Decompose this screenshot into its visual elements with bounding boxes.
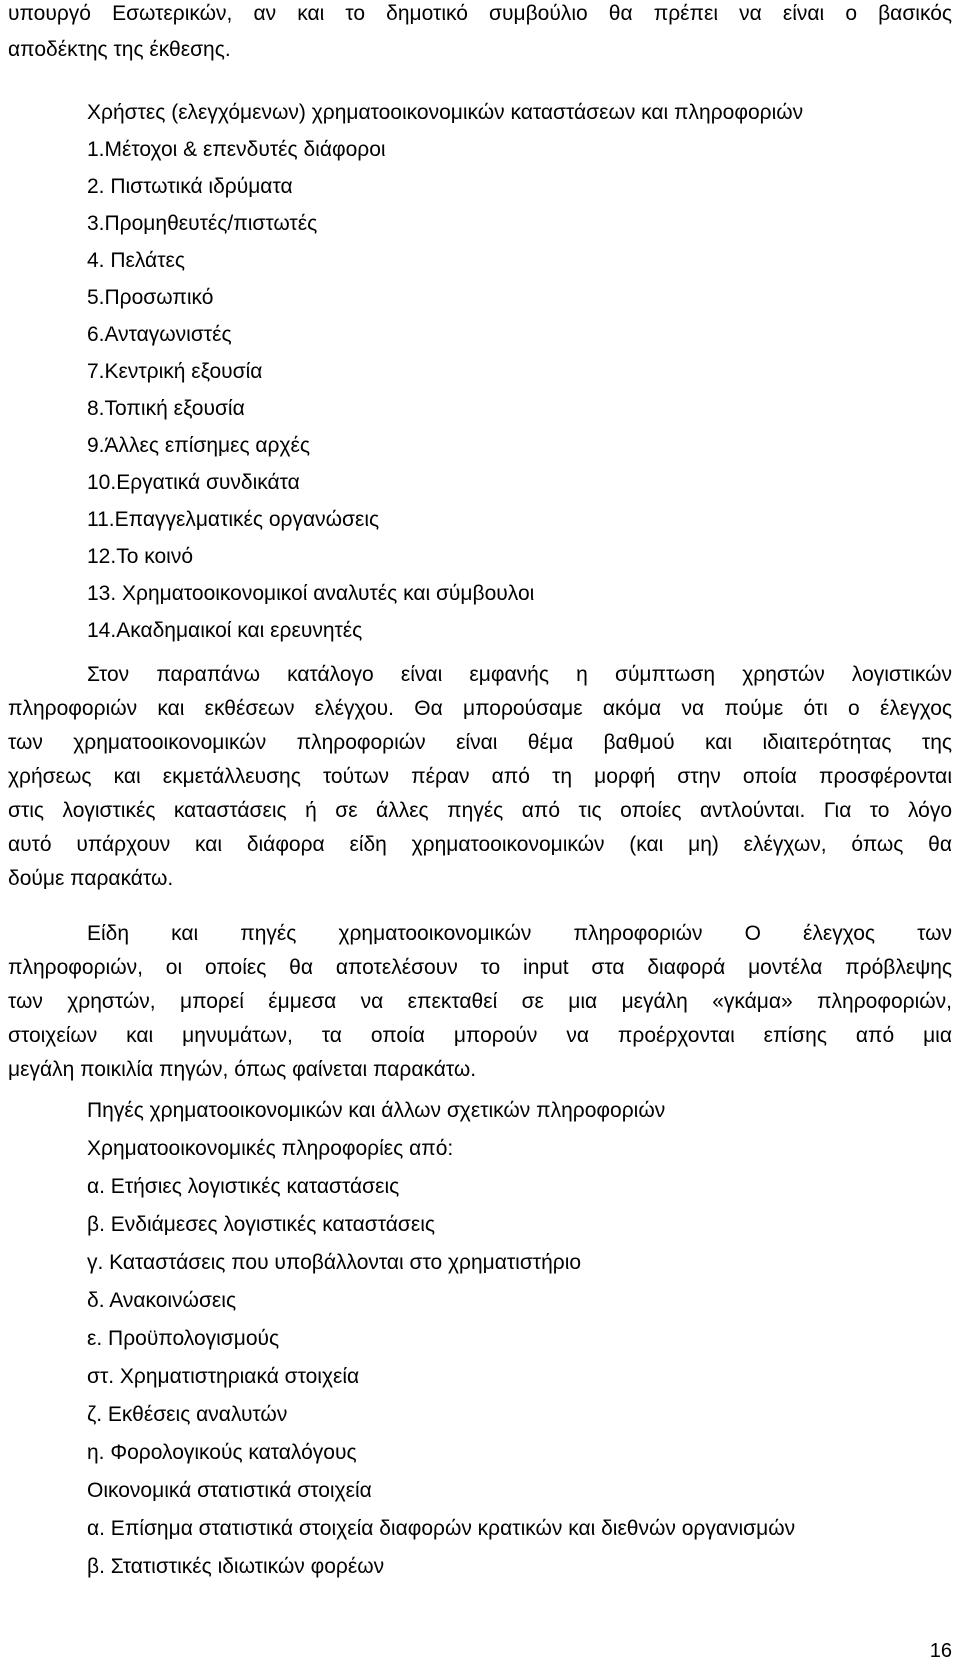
- list-item: ε. Προϋπολογισμούς: [87, 1327, 280, 1350]
- list-item: α. Επίσημα στατιστικά στοιχεία διαφορών κρατικών και διεθνών οργανισμών: [87, 1517, 796, 1540]
- page-number: 16: [929, 1640, 952, 1662]
- list-item: 6.Ανταγωνιστές: [87, 323, 232, 346]
- paragraph-line: των χρηματοοικονομικών πληροφοριών είναι θέμα βαθμού και ιδιαιτερότητας της: [8, 731, 952, 754]
- list-item: 11.Επαγγελματικές οργανώσεις: [87, 508, 380, 531]
- list-item: 13. Χρηματοοικονομικοί αναλυτές και σύμβουλοι: [87, 582, 535, 605]
- list-item: 10.Εργατικά συνδικάτα: [87, 471, 300, 494]
- list-item: 3.Προμηθευτές/πιστωτές: [87, 212, 318, 235]
- list-item: 14.Ακαδημαικοί και ερευνητές: [87, 619, 363, 642]
- paragraph-line: Είδη και πηγές χρηματοοικονομικών πληροφοριών Ο έλεγχος των: [87, 922, 952, 945]
- sources-heading: Πηγές χρηματοοικονομικών και άλλων σχετικών πληροφοριών: [87, 1099, 666, 1122]
- paragraph-line: των χρηστών, μπορεί έμμεσα να επεκταθεί σε μια μεγάλη «γκάμα» πληροφοριών,: [8, 990, 952, 1013]
- list-item: ζ. Εκθέσεις αναλυτών: [87, 1403, 288, 1426]
- intro-line: υπουργό Εσωτερικών, αν και το δημοτικό συμβούλιο θα πρέπει να είναι ο βασικός: [8, 2, 952, 25]
- list-item: 5.Προσωπικό: [87, 286, 214, 309]
- list-item: γ. Καταστάσεις που υποβάλλονται στο χρηματιστήριο: [87, 1251, 582, 1274]
- paragraph-line: πληροφοριών, οι οποίες θα αποτελέσουν το input στα διαφορά μοντέλα πρόβλεψης: [8, 956, 952, 979]
- users-heading: Χρήστες (ελεγχόμενων) χρηματοοικονομικών καταστάσεων και πληροφοριών: [87, 101, 804, 124]
- paragraph-line: μεγάλη ποικιλία πηγών, όπως φαίνεται παρακάτω.: [8, 1058, 477, 1081]
- paragraph-line: χρήσεως και εκμετάλλευσης τούτων πέραν από τη μορφή στην οποία προσφέρονται: [8, 765, 952, 788]
- list-item: β. Ενδιάμεσες λογιστικές καταστάσεις: [87, 1213, 435, 1236]
- list-item: 4. Πελάτες: [87, 249, 185, 272]
- paragraph-line: στοιχείων και μηνυμάτων, τα οποία μπορούν να προέρχονται επίσης από μια: [8, 1024, 952, 1047]
- paragraph-line: πληροφοριών και εκθέσεων ελέγχου. Θα μπορούσαμε ακόμα να πούμε ότι ο έλεγχος: [8, 697, 952, 720]
- list-item: 1.Μέτοχοι & επενδυτές διάφοροι: [87, 138, 386, 161]
- list-item: δ. Ανακοινώσεις: [87, 1289, 237, 1312]
- paragraph-line: δούμε παρακάτω.: [8, 867, 174, 890]
- list-item: 9.Άλλες επίσημες αρχές: [87, 434, 311, 457]
- list-item: 12.Το κοινό: [87, 545, 193, 568]
- list-item: 2. Πιστωτικά ιδρύματα: [87, 175, 293, 198]
- paragraph-line: Στον παραπάνω κατάλογο είναι εμφανής η σύμπτωση χρηστών λογιστικών: [87, 663, 952, 686]
- financial-heading: Χρηματοοικονομικές πληροφορίες από:: [87, 1137, 454, 1160]
- list-item: β. Στατιστικές ιδιωτικών φορέων: [87, 1555, 385, 1578]
- paragraph-line: αυτό υπάρχουν και διάφορα είδη χρηματοοικονομικών (και μη) ελέγχων, όπως θα: [8, 833, 952, 856]
- paragraph-line: στις λογιστικές καταστάσεις ή σε άλλες πηγές από τις οποίες αντλούνται. Για το λόγο: [8, 799, 952, 822]
- intro-line: αποδέκτης της έκθεσης.: [8, 38, 231, 61]
- list-item: 7.Κεντρική εξουσία: [87, 360, 263, 383]
- list-item: 8.Τοπική εξουσία: [87, 397, 245, 420]
- list-item: α. Ετήσιες λογιστικές καταστάσεις: [87, 1175, 400, 1198]
- list-item: η. Φορολογικούς καταλόγους: [87, 1441, 357, 1464]
- economic-heading: Οικονομικά στατιστικά στοιχεία: [87, 1479, 372, 1502]
- list-item: στ. Χρηματιστηριακά στοιχεία: [87, 1365, 360, 1388]
